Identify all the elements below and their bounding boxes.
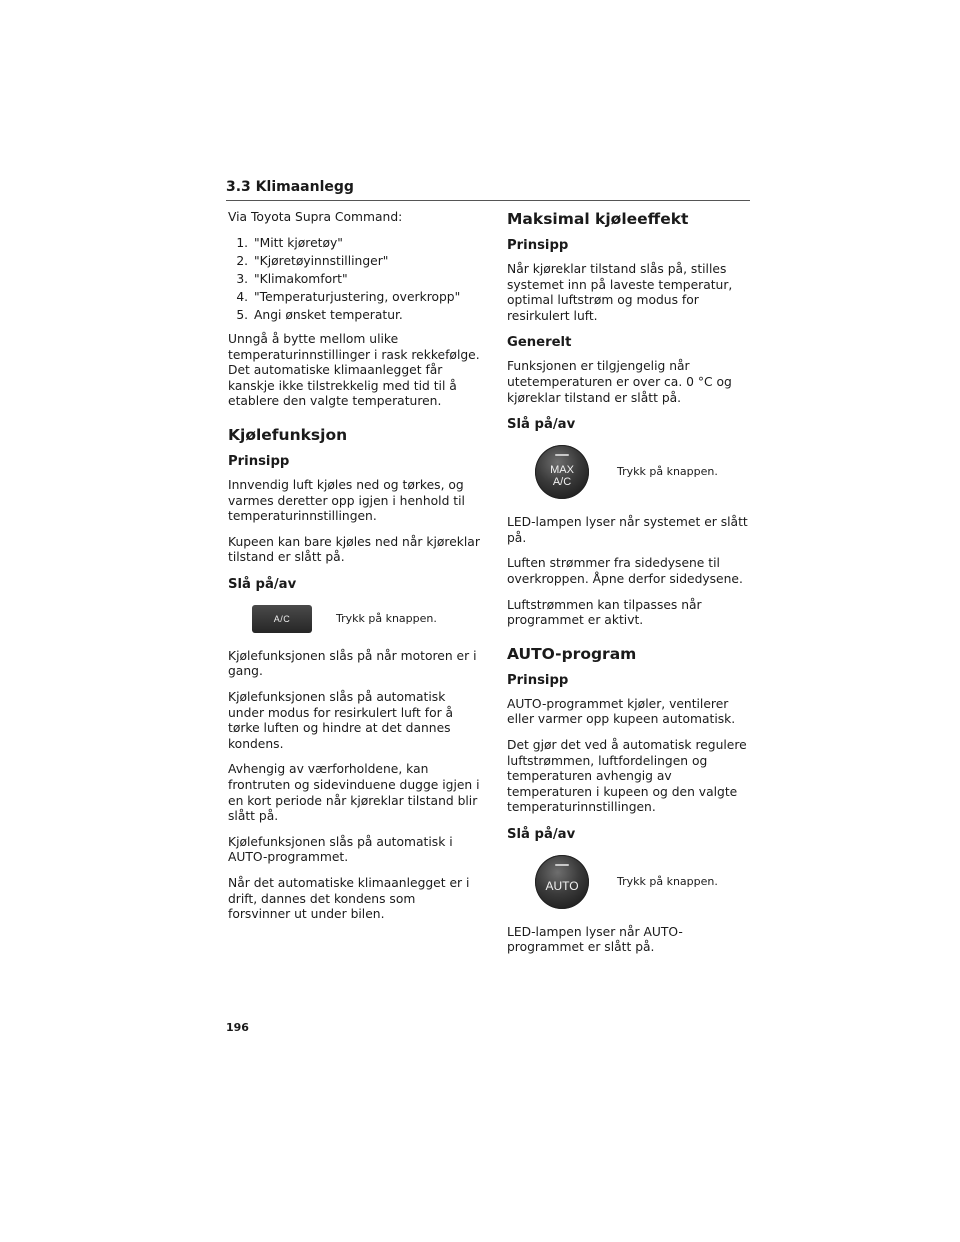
onoff-heading: Slå på/av — [507, 826, 576, 842]
auto-button-figure — [507, 855, 753, 909]
button-caption: Trykk på knappen. — [617, 465, 718, 479]
body-text: LED-lampen lyser når AUTO-programmet er slått på. — [507, 924, 683, 955]
left-column — [228, 210, 480, 933]
step-item: 5. Angi ønsket temperatur. — [252, 308, 480, 324]
auto-button-label: AUTO — [545, 878, 579, 893]
body-text: Luften strømmer fra sidedysene til overkroppen. Åpne derfor sidedysene. — [507, 556, 743, 586]
max-ac-label: MAX — [550, 464, 574, 477]
body-text: AUTO-programmet kjøler, ventilerer eller varmer opp kupeen automatisk. — [507, 696, 736, 727]
general-heading: Generelt — [507, 335, 572, 351]
principle-heading: Prinsipp — [507, 238, 569, 253]
body-text: Når det automatiske klimaanlegget er i drift, dannes det kondens som forsvinner ut under bilen. — [228, 876, 470, 922]
led-indicator — [555, 454, 569, 456]
max-ac-label: A/C — [552, 476, 572, 489]
warning-text: Unngå å bytte mellom ulike temperaturinnstillinger i rask rekkefølge. Det automatiske klimaanlegget får kanskje ikke tilstrekkelig med tid til å etablere den valgte temperaturen. — [228, 331, 480, 409]
principle-heading: Prinsipp — [507, 672, 569, 688]
max-cooling-title: Maksimal kjøleeffekt — [507, 210, 689, 228]
body-text: Kjølefunksjonen slås på når motoren er i gang. — [228, 648, 477, 679]
ac-button-label: A/C — [273, 613, 291, 624]
general-text: Funksjonen er tilgjengelig når utetemperaturen er over ca. 0 °C og kjøreklar tilstand er slått på. — [507, 359, 732, 405]
section-title: 3.3 Klimaanlegg — [226, 179, 354, 195]
step-item: 1. "Mitt kjøretøy" — [252, 236, 480, 252]
page-number: 196 — [226, 1021, 249, 1034]
principle-text: Kupeen kan bare kjøles ned når kjøreklar tilstand er slått på. — [228, 534, 480, 565]
ac-button[interactable] — [252, 605, 312, 633]
auto-button[interactable] — [535, 855, 589, 909]
body-text: Kjølefunksjonen slås på automatisk i AUTO-programmet. — [228, 834, 453, 865]
onoff-heading: Slå på/av — [228, 576, 297, 592]
steps-list — [228, 236, 480, 324]
auto-program-title: AUTO-program — [507, 644, 637, 663]
step-item: 2. "Kjøretøyinnstillinger" — [252, 254, 480, 270]
step-item: 3. "Klimakomfort" — [252, 272, 480, 288]
intro-text: Via Toyota Supra Command: — [228, 210, 403, 224]
body-text: LED-lampen lyser når systemet er slått på. — [507, 515, 748, 545]
cooling-section-title: Kjølefunksjon — [228, 425, 348, 444]
section-header — [226, 178, 750, 201]
button-caption: Trykk på knappen. — [617, 874, 718, 888]
max-ac-button-figure — [507, 445, 753, 499]
principle-heading: Prinsipp — [228, 453, 290, 469]
step-item: 4. "Temperaturjustering, overkropp" — [252, 290, 480, 306]
max-ac-button[interactable] — [535, 445, 589, 499]
body-text: Avhengig av værforholdene, kan frontruten og sidevinduene dugge igjen i en kort periode når kjøreklar tilstand blir slått på. — [228, 762, 480, 824]
principle-text: Når kjøreklar tilstand slås på, stilles systemet inn på laveste temperatur, optimal luftstrøm og modus for resirkulert luft. — [507, 262, 733, 323]
right-column — [507, 210, 753, 966]
body-text: Kjølefunksjonen slås på automatisk under modus for resirkulert luft for å tørke luften og hindre at det dannes kondens. — [228, 690, 454, 751]
button-caption: Trykk på knappen. — [336, 611, 437, 625]
principle-text: Innvendig luft kjøles ned og tørkes, og varmes deretter opp igjen i henhold til temperaturinnstillingen. — [228, 477, 465, 524]
ac-button-figure — [228, 605, 480, 633]
body-text: Luftstrømmen kan tilpasses når programmet er aktivt. — [507, 597, 702, 628]
body-text: Det gjør det ved å automatisk regulere luftstrømmen, luftfordelingen og temperaturen avhengig av temperaturen i kupeen og den valgte temperaturinnstillingen. — [507, 737, 747, 815]
led-indicator — [555, 864, 569, 866]
onoff-heading: Slå på/av — [507, 417, 576, 433]
